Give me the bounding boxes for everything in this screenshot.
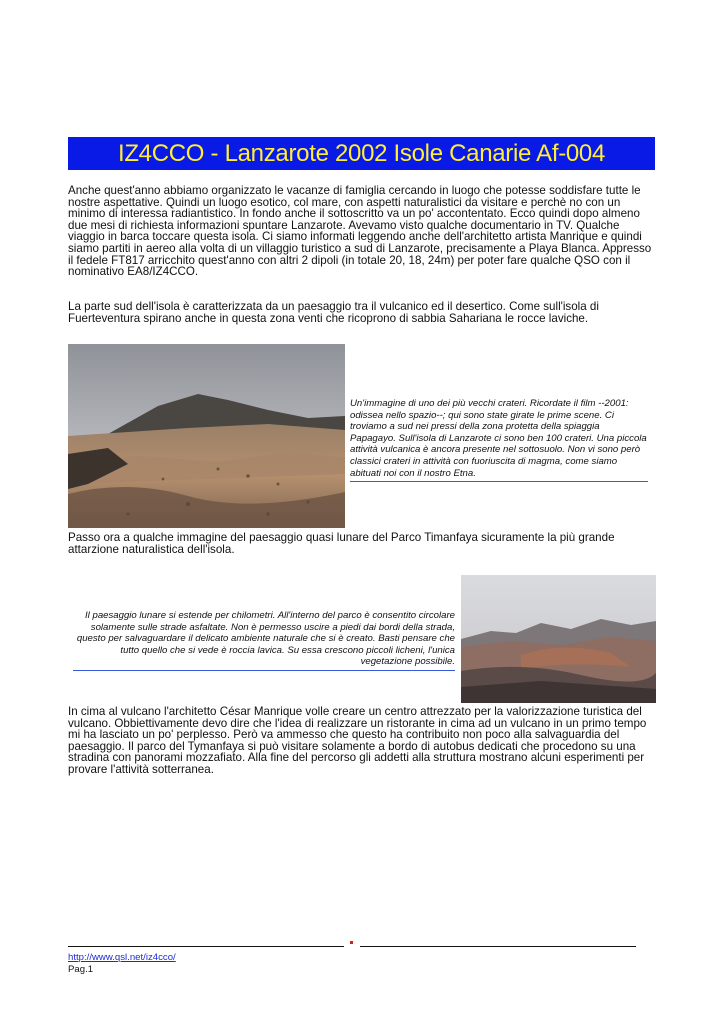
crater-caption: Un'immagine di uno dei più vecchi crateri. Ricordate il film --2001: odissea nello spazio--; qui sono state girate le prime scene. Ci troviamo a sud nei pressi della zona protetta della spiaggia Papagayo. Sull'isola di Lanzarote ci sono ben 100 crateri. Una piccola attività vulcanica è ancora presente nel sottosuolo. Non vi sono però classici crateri in attività con fuoriuscita di magma, come siamo abituati noi con il nostro Etna.: [350, 398, 648, 482]
page-number: Pag.1: [68, 964, 94, 975]
footer-link[interactable]: http://www.qsl.net/iz4cco/: [68, 952, 176, 963]
manrique-paragraph: In cima al vulcano l'architetto César Manrique volle creare un centro attrezzato per la valorizzazione turistica del vulcano. Obbiettivamente devo dire che l'idea di realizzare un ristorante in cima ad un vulcano in un primo tempo mi ha lasciato un po' perplesso. Però va ammesso che questo ha contribuito non poco alla salvaguardia del paesaggio. Il parco del Tymanfaya si può visitare solamente a bordo di autobus dedicati che procedono su una stradina con panorami mozzafiato. Alla fine del percorso gli addetti alla struttura mostrano alcuni esperimenti per provare l'attività sotterranea.: [68, 705, 647, 776]
footer-rule-right: [360, 946, 636, 947]
footer-dot: [350, 941, 353, 944]
footer-rule-left: [68, 946, 344, 947]
intro-paragraph: Anche quest'anno abbiamo organizzato le vacanze di famiglia cercando in luogo che potesse soddisfare tutte le nostre aspettative. Quindi un luogo esotico, col mare, con aspetti naturalistici da visitare e perchè no con un minimo di interessa radiantistico. In fondo anche il sottoscritto va un po' accontentato. Ecco quindi dopo almeno due mesi di richiesta informazioni spuntare Lanzarote. Avevamo visto qualche documentario in TV. Qualche viaggio in barca toccare questa isola. Ci siamo informati leggendo anche dell'architetto artista Manrique e quindi siamo partiti in aereo alla volta di un villaggio turistico a sud di Lanzarote, precisamente a Playa Blanca. Appresso il fedele FT817 arricchito quest'anno con altri 2 dipoli (in totale 20, 18, 24m) per poter fare qualche QSO con il nominativo EA8/IZ4CCO.: [68, 184, 652, 279]
south-paragraph: La parte sud dell'isola è caratterizzata da un paesaggio tra il vulcanico ed il desertico. Come sull'isola di Fuerteventura spirano anche in questa zona venti che ricoprono di sabbia Sahariana le rocce laviche.: [68, 300, 599, 325]
crater-photo: [68, 344, 345, 528]
page-title: IZ4CCO - Lanzarote 2002 Isole Canarie Af-004: [68, 137, 655, 170]
timanfaya-photo: [461, 575, 656, 703]
lunar-caption: Il paesaggio lunare si estende per chilometri. All'interno del parco è consentito circolare solamente sulle strade asfaltate. Non è permesso uscire a piedi dai bordi della strada, questo per salvaguardare il delicato ambiente naturale che si è creato. Basti pensare che tutto quello che si vede è roccia lavica. Su essa crescono piccoli licheni, l'unica vegetazione possibile.: [73, 610, 455, 671]
timanfaya-paragraph: Passo ora a qualche immagine del paesaggio quasi lunare del Parco Timanfaya sicuramente la più grande attarzione naturalistica dell'isola.: [68, 531, 615, 556]
